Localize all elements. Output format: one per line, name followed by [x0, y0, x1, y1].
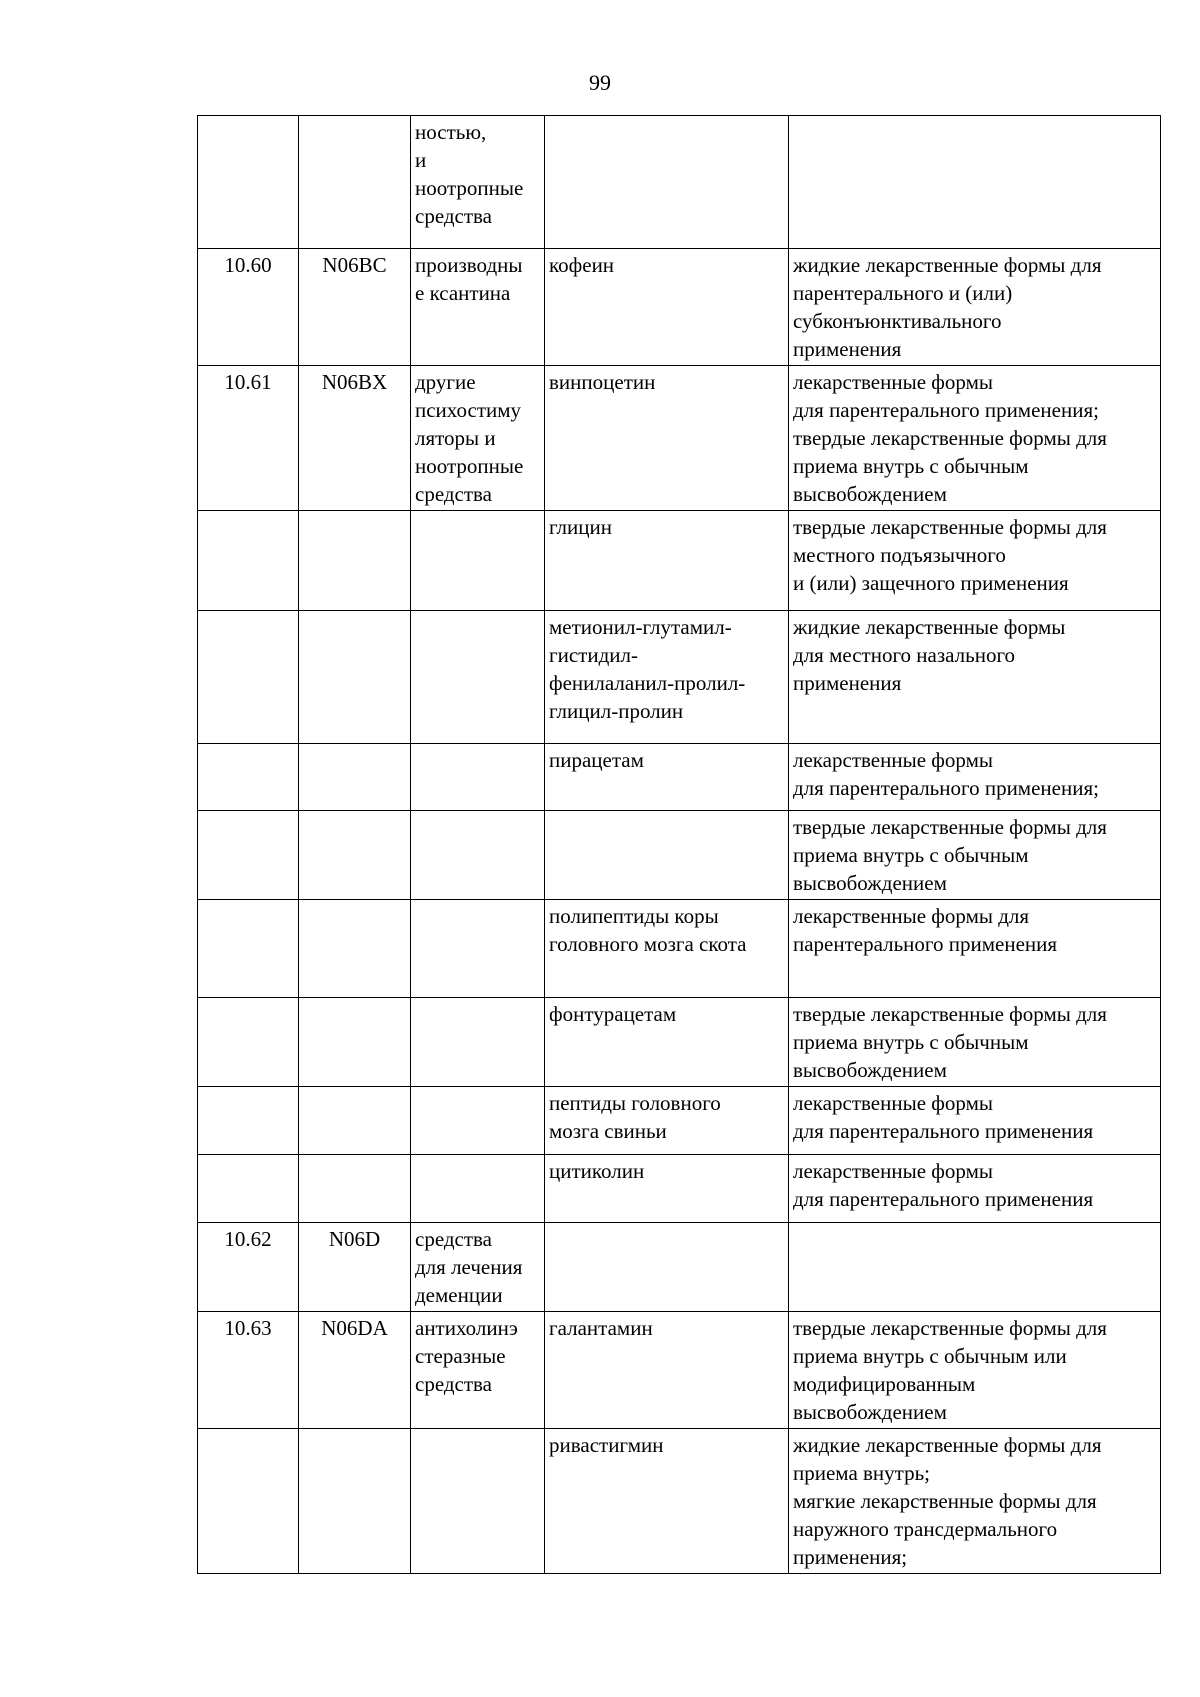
page-number: 99: [589, 70, 611, 95]
cell-dosage-forms-text: жидкие лекарственные формы для приема внутрь; мягкие лекарственные формы для наружного трансдермального применения;: [793, 1433, 1102, 1569]
cell-group: [411, 249, 545, 366]
cell-group: [411, 998, 545, 1087]
cell-dosage-forms-text: жидкие лекарственные формы для парентерального и (или) субконъюнктивального применения: [793, 253, 1102, 361]
cell-number: [198, 1087, 299, 1155]
cell-group: [411, 811, 545, 900]
cell-group: [411, 611, 545, 744]
cell-drug: [545, 366, 789, 511]
cell-atc-code: [299, 744, 411, 811]
table-row: [198, 611, 1161, 744]
cell-group: [411, 511, 545, 611]
cell-dosage-forms: [789, 511, 1161, 611]
cell-group: [411, 900, 545, 998]
cell-drug-text: полипептиды коры головного мозга скота: [549, 904, 747, 956]
cell-atc-code: [299, 1087, 411, 1155]
table-row: [198, 1155, 1161, 1223]
cell-group-text: производны е ксантина: [415, 253, 523, 305]
cell-number: [198, 900, 299, 998]
cell-atc-code: [299, 900, 411, 998]
cell-dosage-forms-text: жидкие лекарственные формы для местного назального применения: [793, 615, 1066, 695]
cell-drug: [545, 611, 789, 744]
table-row: [198, 1223, 1161, 1312]
cell-dosage-forms: [789, 366, 1161, 511]
cell-number: [198, 611, 299, 744]
cell-drug-text: кофеин: [549, 253, 615, 277]
cell-number: [198, 511, 299, 611]
table-row: [198, 249, 1161, 366]
cell-dosage-forms: [789, 1223, 1161, 1312]
cell-drug: [545, 744, 789, 811]
cell-atc-code: [299, 366, 411, 511]
cell-dosage-forms: [789, 249, 1161, 366]
cell-drug: [545, 511, 789, 611]
cell-drug-text: пептиды головного мозга свиньи: [549, 1091, 721, 1143]
cell-atc-code: [299, 1429, 411, 1574]
cell-number: [198, 811, 299, 900]
cell-number: [198, 1429, 299, 1574]
cell-number-text: 10.62: [224, 1227, 272, 1251]
cell-atc-code: [299, 1223, 411, 1312]
cell-dosage-forms: [789, 1155, 1161, 1223]
cell-drug-text: пирацетам: [549, 748, 644, 772]
cell-drug-text: галантамин: [549, 1316, 653, 1340]
cell-dosage-forms: [789, 998, 1161, 1087]
cell-drug-text: глицин: [549, 515, 612, 539]
cell-atc-code: [299, 611, 411, 744]
cell-atc-code: [299, 811, 411, 900]
cell-number: [198, 1155, 299, 1223]
cell-atc-code-text: N06D: [328, 1227, 381, 1251]
table-row: [198, 1429, 1161, 1574]
table-row: [198, 511, 1161, 611]
cell-group: [411, 1429, 545, 1574]
cell-drug: [545, 900, 789, 998]
cell-drug: [545, 811, 789, 900]
cell-drug: [545, 1312, 789, 1429]
table-row: [198, 1312, 1161, 1429]
cell-drug-text: метионил-глутамил- гистидил- фенилаланил-пролил- глицил-пролин: [549, 615, 746, 723]
table-row: [198, 1087, 1161, 1155]
table-row: [198, 900, 1161, 998]
cell-number: [198, 116, 299, 249]
table-row: [198, 116, 1161, 249]
cell-dosage-forms-text: лекарственные формы для парентерального применения: [793, 1159, 1094, 1211]
cell-group: [411, 1087, 545, 1155]
cell-drug-text: ривастигмин: [549, 1433, 664, 1457]
cell-drug: [545, 1087, 789, 1155]
cell-group: [411, 1223, 545, 1312]
table-row: [198, 366, 1161, 511]
cell-number: [198, 1223, 299, 1312]
cell-drug-text: винпоцетин: [549, 370, 656, 394]
cell-dosage-forms-text: лекарственные формы для парентерального применения: [793, 904, 1058, 956]
cell-dosage-forms: [789, 611, 1161, 744]
cell-number: [198, 366, 299, 511]
cell-drug-text: цитиколин: [549, 1159, 645, 1183]
cell-atc-code-text: N06BX: [321, 370, 388, 394]
cell-drug: [545, 1429, 789, 1574]
cell-drug: [545, 1155, 789, 1223]
cell-number: [198, 1312, 299, 1429]
cell-number: [198, 249, 299, 366]
cell-dosage-forms: [789, 1312, 1161, 1429]
cell-dosage-forms-text: лекарственные формы для парентерального применения;: [793, 748, 1099, 800]
cell-atc-code: [299, 249, 411, 366]
cell-dosage-forms: [789, 1087, 1161, 1155]
cell-dosage-forms-text: твердые лекарственные формы для приема внутрь с обычным высвобождением: [793, 815, 1107, 895]
cell-drug-text: фонтурацетам: [549, 1002, 677, 1026]
table-row: [198, 998, 1161, 1087]
cell-atc-code: [299, 998, 411, 1087]
cell-dosage-forms-text: лекарственные формы для парентерального применения; твердые лекарственные формы для приема внутрь с обычным высвобождением: [793, 370, 1107, 506]
cell-group: [411, 744, 545, 811]
cell-drug: [545, 1223, 789, 1312]
cell-dosage-forms-text: твердые лекарственные формы для приема внутрь с обычным высвобождением: [793, 1002, 1107, 1082]
cell-number-text: 10.61: [224, 370, 272, 394]
table-row: [198, 811, 1161, 900]
cell-dosage-forms: [789, 900, 1161, 998]
cell-number: [198, 744, 299, 811]
cell-group: [411, 1155, 545, 1223]
cell-number: [198, 998, 299, 1087]
cell-group-text: ностью, и ноотропные средства: [415, 120, 524, 228]
cell-dosage-forms: [789, 1429, 1161, 1574]
cell-number-text: 10.63: [224, 1316, 272, 1340]
cell-atc-code: [299, 116, 411, 249]
cell-group: [411, 1312, 545, 1429]
drug-table: [197, 115, 1161, 1574]
cell-group-text: другие психостиму ляторы и ноотропные средства: [415, 370, 524, 506]
cell-drug: [545, 998, 789, 1087]
table-row: [198, 744, 1161, 811]
cell-drug: [545, 249, 789, 366]
cell-atc-code-text: N06DA: [321, 1316, 388, 1340]
cell-dosage-forms-text: твердые лекарственные формы для местного подъязычного и (или) защечного применения: [793, 515, 1107, 595]
cell-dosage-forms: [789, 744, 1161, 811]
cell-dosage-forms-text: лекарственные формы для парентерального применения: [793, 1091, 1094, 1143]
cell-dosage-forms: [789, 811, 1161, 900]
cell-atc-code: [299, 1155, 411, 1223]
cell-group-text: средства для лечения деменции: [415, 1227, 523, 1307]
cell-group-text: антихолинэ стеразные средства: [415, 1316, 518, 1396]
cell-dosage-forms-text: твердые лекарственные формы для приема внутрь с обычным или модифицированным высвобождением: [793, 1316, 1107, 1424]
cell-atc-code: [299, 511, 411, 611]
cell-number-text: 10.60: [224, 253, 272, 277]
cell-atc-code-text: N06BC: [322, 253, 387, 277]
cell-group: [411, 366, 545, 511]
cell-atc-code: [299, 1312, 411, 1429]
cell-dosage-forms: [789, 116, 1161, 249]
cell-drug: [545, 116, 789, 249]
cell-group: [411, 116, 545, 249]
